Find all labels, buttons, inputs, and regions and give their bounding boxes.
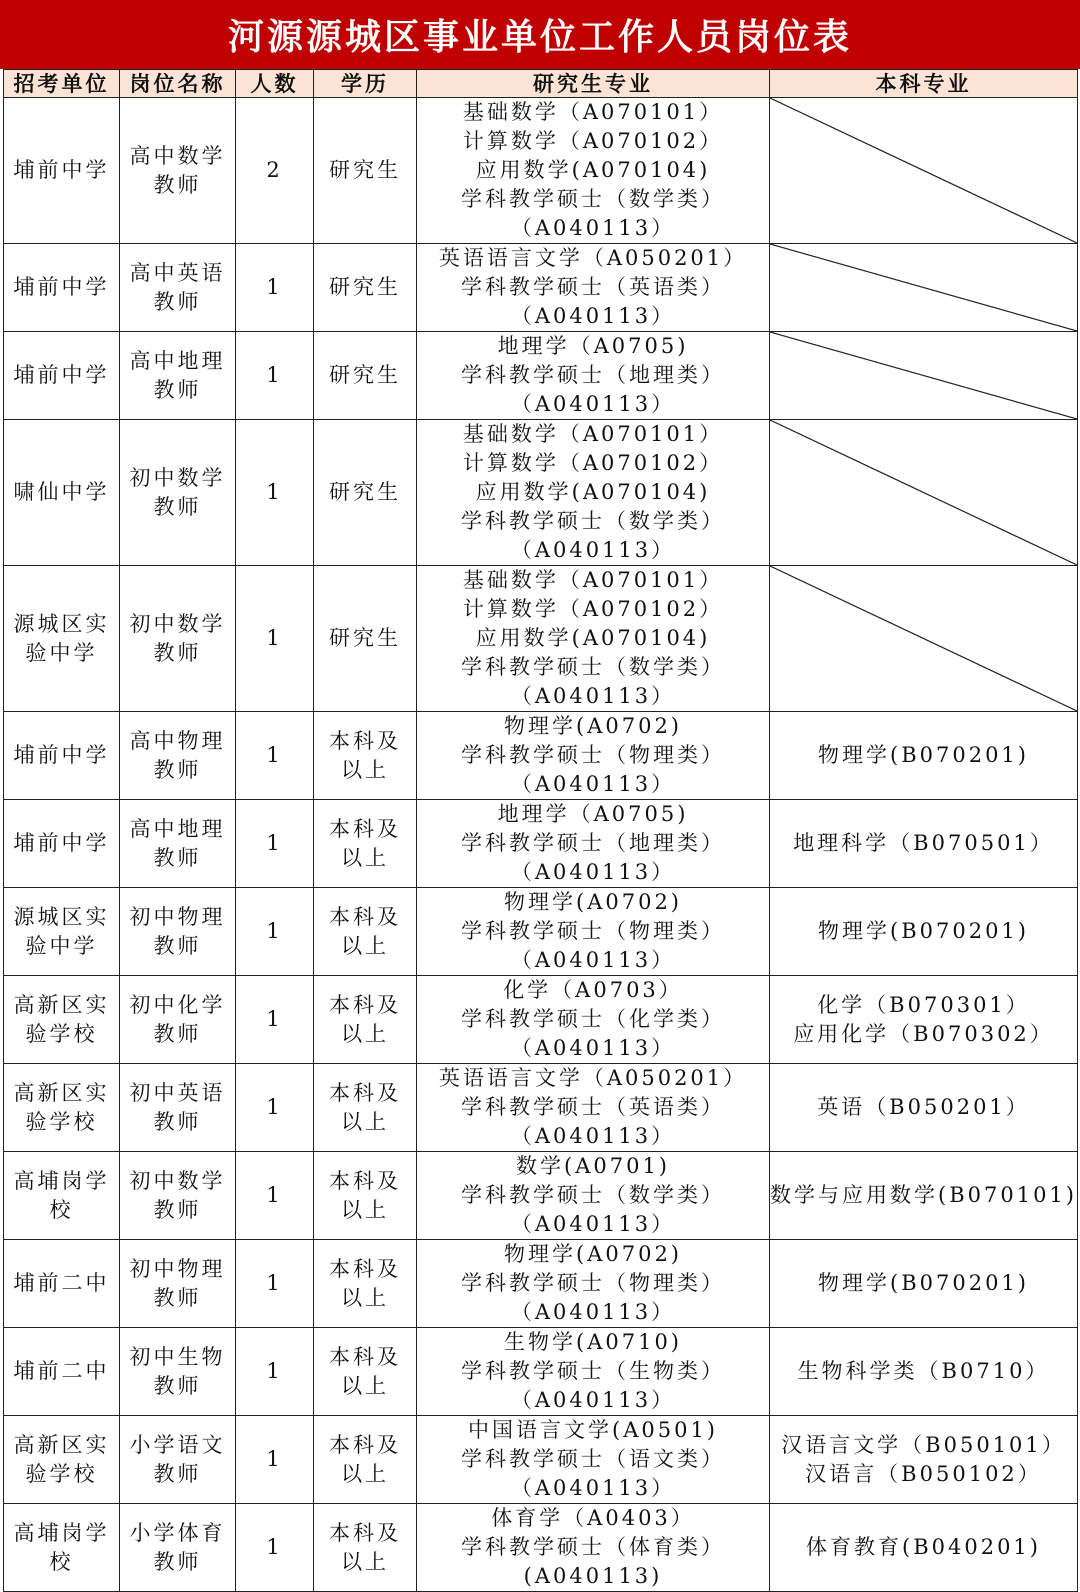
cell-education [314, 1504, 417, 1592]
cell-education-line: 本科及 [329, 816, 401, 841]
cell-unit-line: 验学校 [25, 1461, 98, 1486]
cell-unit-line: 埔前中学 [13, 743, 110, 767]
cell-grad-major-line: 学科教学硕士（英语类） [461, 275, 725, 299]
cell-education-line: 本科及 [329, 1168, 401, 1193]
cell-education-line: 本科及 [329, 1520, 401, 1545]
cell-education-line: 本科及 [329, 1080, 401, 1105]
cell-post-line: 高中地理 [129, 348, 226, 373]
cell-education-line: 以上 [341, 933, 389, 958]
cell-post [120, 976, 236, 1064]
cell-grad-major-line: 学科教学硕士（数学类） [461, 1183, 725, 1207]
cell-education-line: 研究生 [329, 363, 401, 387]
cell-undergrad-major-empty [770, 244, 1078, 332]
cell-grad-major [417, 1064, 770, 1152]
cell-undergrad-major-line: 汉语言（B050102） [805, 1461, 1042, 1486]
cell-education-line: 本科及 [329, 904, 401, 929]
cell-unit [4, 1328, 120, 1416]
cell-grad-major-line: 学科教学硕士（生物类） [461, 1359, 725, 1383]
cell-grad-major [417, 244, 770, 332]
table-row [4, 566, 1078, 712]
cell-education-line: 以上 [341, 1461, 389, 1486]
cell-grad-major-line: 学科教学硕士（地理类） [461, 363, 725, 387]
cell-count: 1 [236, 1504, 314, 1592]
cell-education-line: 以上 [341, 1109, 389, 1134]
cell-education-line: 研究生 [329, 158, 401, 182]
cell-unit-line: 验学校 [25, 1021, 98, 1046]
cell-undergrad-major-line: 物理学(B070201) [818, 743, 1029, 767]
cell-count: 1 [236, 332, 314, 420]
cell-undergrad-major-line: 化学（B070301） [817, 992, 1030, 1017]
cell-undergrad-major [770, 888, 1078, 976]
cell-undergrad-major [770, 800, 1078, 888]
table-row [4, 800, 1078, 888]
cell-grad-major-line: 学科教学硕士（物理类） [461, 1271, 725, 1295]
cell-count: 1 [236, 244, 314, 332]
cell-post [120, 332, 236, 420]
cell-count: 1 [236, 1240, 314, 1328]
cell-education [314, 712, 417, 800]
cell-count: 1 [236, 420, 314, 566]
cell-post-line: 初中数学 [129, 1168, 226, 1193]
cell-grad-major [417, 1240, 770, 1328]
cell-post-line: 高中地理 [129, 816, 226, 841]
cell-unit-line: 埔前中学 [13, 158, 110, 182]
diagonal-slash [770, 332, 1077, 419]
cell-grad-major [417, 1416, 770, 1504]
cell-grad-major-line: 英语语言文学（A050201） [438, 246, 748, 270]
cell-post [120, 1152, 236, 1240]
cell-post-line: 高中物理 [129, 728, 226, 753]
diagonal-line [770, 420, 1077, 565]
cell-education [314, 332, 417, 420]
cell-undergrad-major [770, 1240, 1078, 1328]
cell-post-line: 初中化学 [129, 992, 226, 1017]
cell-grad-major-line: 物理学(A0702) [504, 890, 682, 914]
cell-post-line: 教师 [153, 1285, 202, 1310]
cell-unit-line: 高埔岗学 [13, 1168, 110, 1193]
cell-undergrad-major [770, 712, 1078, 800]
cell-post-line: 初中物理 [129, 904, 226, 929]
diagonal-line [770, 566, 1077, 711]
cell-grad-major-line: 学科教学硕士（体育类） [461, 1535, 725, 1559]
cell-grad-major-line: （A040113） [510, 304, 676, 328]
cell-undergrad-major-line: 汉语言文学（B050101） [781, 1432, 1066, 1457]
cell-grad-major-line: 基础数学（A070101） [462, 422, 724, 446]
cell-education-line: 以上 [341, 845, 389, 870]
cell-unit-line: 校 [49, 1197, 74, 1222]
cell-grad-major [417, 712, 770, 800]
table-row [4, 332, 1078, 420]
cell-unit-line: 啸仙中学 [13, 480, 110, 504]
cell-grad-major-line: 学科教学硕士（物理类） [461, 743, 725, 767]
cell-grad-major-line: 计算数学（A070102） [462, 597, 724, 621]
cell-count: 1 [236, 712, 314, 800]
cell-education-line: 研究生 [329, 626, 401, 650]
cell-grad-major-line: 应用数学(A070104) [475, 626, 711, 650]
cell-post [120, 1240, 236, 1328]
cell-post-line: 教师 [153, 1461, 202, 1486]
table-body [4, 98, 1078, 1592]
cell-grad-major-line: 物理学(A0702) [504, 1242, 682, 1266]
cell-undergrad-major [770, 976, 1078, 1064]
cell-unit [4, 888, 120, 976]
table-row [4, 976, 1078, 1064]
cell-count: 1 [236, 1416, 314, 1504]
cell-grad-major [417, 888, 770, 976]
cell-grad-major-line: （A040113） [510, 1212, 676, 1236]
cell-post-line: 教师 [153, 1549, 202, 1574]
cell-post-line: 初中生物 [129, 1344, 226, 1369]
cell-undergrad-major [770, 1504, 1078, 1592]
cell-post [120, 1504, 236, 1592]
cell-unit [4, 332, 120, 420]
cell-post-line: 教师 [153, 1373, 202, 1398]
table-row [4, 1328, 1078, 1416]
cell-post-line: 初中数学 [129, 465, 226, 490]
cell-unit [4, 244, 120, 332]
cell-education [314, 1240, 417, 1328]
header-undergrad-major: 本科专业 [770, 70, 1078, 98]
diagonal-slash [770, 420, 1077, 565]
cell-post-line: 教师 [153, 289, 202, 314]
cell-grad-major-line: （A040113） [510, 1300, 676, 1324]
cell-unit-line: 验学校 [25, 1109, 98, 1134]
cell-education-line: 本科及 [329, 1344, 401, 1369]
header-grad-major: 研究生专业 [417, 70, 770, 98]
cell-grad-major [417, 800, 770, 888]
cell-grad-major-line: 地理学（A0705) [497, 802, 689, 826]
table-row [4, 1504, 1078, 1592]
cell-undergrad-major [770, 1328, 1078, 1416]
cell-education-line: 以上 [341, 1197, 389, 1222]
cell-post-line: 高中数学 [129, 143, 226, 168]
cell-post [120, 98, 236, 244]
cell-education-line: 本科及 [329, 992, 401, 1017]
cell-post-line: 教师 [153, 757, 202, 782]
cell-education-line: 以上 [341, 1285, 389, 1310]
cell-undergrad-major [770, 1152, 1078, 1240]
cell-unit [4, 976, 120, 1064]
diagonal-line [770, 332, 1077, 419]
cell-grad-major-line: 体育学（A0403） [491, 1506, 695, 1530]
cell-grad-major-line: （A040113） [510, 948, 676, 972]
cell-education-line: 以上 [341, 1373, 389, 1398]
cell-unit-line: 埔前二中 [13, 1271, 110, 1295]
table-row [4, 420, 1078, 566]
cell-education [314, 1064, 417, 1152]
cell-post-line: 教师 [153, 845, 202, 870]
cell-undergrad-major-line: 英语（B050201） [817, 1095, 1030, 1119]
cell-grad-major-line: 学科教学硕士（数学类） [461, 509, 725, 533]
cell-unit-line: 高新区实 [13, 1432, 110, 1457]
cell-post-line: 教师 [153, 933, 202, 958]
cell-grad-major-line: 学科教学硕士（化学类） [461, 1007, 725, 1031]
cell-count: 2 [236, 98, 314, 244]
cell-unit [4, 1064, 120, 1152]
cell-undergrad-major-empty [770, 98, 1078, 244]
cell-education [314, 1328, 417, 1416]
cell-grad-major [417, 98, 770, 244]
cell-unit-line: 源城区实 [13, 611, 110, 636]
cell-post-line: 小学体育 [129, 1520, 226, 1545]
cell-count: 1 [236, 566, 314, 712]
cell-unit [4, 1240, 120, 1328]
table-row [4, 98, 1078, 244]
cell-post-line: 教师 [153, 494, 202, 519]
cell-grad-major-line: 基础数学（A070101） [462, 100, 724, 124]
cell-post-line: 初中物理 [129, 1256, 226, 1281]
page-title: 河源源城区事业单位工作人员岗位表 [0, 0, 1080, 69]
cell-grad-major-line: 中国语言文学(A0501) [468, 1418, 718, 1442]
cell-post [120, 244, 236, 332]
cell-education [314, 420, 417, 566]
cell-education [314, 1152, 417, 1240]
cell-count: 1 [236, 1328, 314, 1416]
cell-unit-line: 埔前中学 [13, 275, 110, 299]
cell-education [314, 566, 417, 712]
cell-grad-major-line: 学科教学硕士（地理类） [461, 831, 725, 855]
cell-grad-major-line: 学科教学硕士（数学类） [461, 655, 725, 679]
cell-count: 1 [236, 976, 314, 1064]
cell-post [120, 1064, 236, 1152]
cell-grad-major-line: （A040113） [510, 392, 676, 416]
cell-undergrad-major-line: 地理科学（B070501） [793, 831, 1054, 855]
cell-undergrad-major [770, 1064, 1078, 1152]
cell-count: 1 [236, 800, 314, 888]
cell-post-line: 教师 [153, 1109, 202, 1134]
cell-education-line: 本科及 [329, 1432, 401, 1457]
diagonal-line [770, 244, 1077, 331]
cell-grad-major-line: （A040113） [510, 538, 676, 562]
cell-post-line: 教师 [153, 1021, 202, 1046]
diagonal-slash [770, 98, 1077, 243]
cell-unit-line: 埔前中学 [13, 363, 110, 387]
cell-post [120, 1328, 236, 1416]
cell-undergrad-major [770, 1416, 1078, 1504]
cell-grad-major-line: 化学（A0703） [503, 978, 683, 1002]
header-count: 人数 [236, 70, 314, 98]
cell-grad-major-line: 学科教学硕士（语文类） [461, 1447, 725, 1471]
cell-grad-major-line: 基础数学（A070101） [462, 568, 724, 592]
cell-grad-major-line: 英语语言文学（A050201） [438, 1066, 748, 1090]
diagonal-slash [770, 566, 1077, 711]
cell-grad-major-line: 应用数学(A070104) [475, 480, 711, 504]
cell-post [120, 566, 236, 712]
cell-education [314, 98, 417, 244]
cell-unit [4, 712, 120, 800]
cell-grad-major [417, 1504, 770, 1592]
cell-post-line: 初中数学 [129, 611, 226, 636]
cell-grad-major-line: （A040113） [510, 216, 676, 240]
cell-education-line: 以上 [341, 757, 389, 782]
cell-unit [4, 1152, 120, 1240]
table-row [4, 1152, 1078, 1240]
cell-post-line: 教师 [153, 1197, 202, 1222]
cell-unit-line: 高新区实 [13, 992, 110, 1017]
table-row [4, 1064, 1078, 1152]
cell-unit [4, 1504, 120, 1592]
cell-unit-line: 埔前二中 [13, 1359, 110, 1383]
cell-unit-line: 验中学 [25, 933, 98, 958]
table-header-row [4, 70, 1078, 98]
position-table [3, 69, 1078, 1592]
cell-unit [4, 98, 120, 244]
cell-post [120, 800, 236, 888]
cell-unit-line: 校 [49, 1549, 74, 1574]
cell-grad-major-line: （A040113） [510, 1036, 676, 1060]
cell-count: 1 [236, 1064, 314, 1152]
table-row [4, 244, 1078, 332]
cell-grad-major [417, 566, 770, 712]
cell-grad-major-line: 应用数学(A070104) [475, 158, 711, 182]
header-post: 岗位名称 [120, 70, 236, 98]
cell-post-line: 教师 [153, 172, 202, 197]
table-row [4, 1240, 1078, 1328]
cell-grad-major-line: 数学(A0701) [516, 1154, 670, 1178]
cell-grad-major-line: 地理学（A0705) [497, 334, 689, 358]
cell-grad-major [417, 1152, 770, 1240]
cell-education-line: 以上 [341, 1549, 389, 1574]
diagonal-slash [770, 244, 1077, 331]
cell-education-line: 本科及 [329, 728, 401, 753]
cell-grad-major-line: （A040113） [510, 1476, 676, 1500]
cell-undergrad-major-line: 数学与应用数学(B070101) [770, 1183, 1077, 1207]
cell-undergrad-major-line: 物理学(B070201) [818, 919, 1029, 943]
cell-education-line: 以上 [341, 1021, 389, 1046]
cell-undergrad-major-line: 体育教育(B040201) [806, 1535, 1041, 1559]
cell-grad-major-line: (A040113) [523, 1564, 663, 1588]
cell-post-line: 教师 [153, 640, 202, 665]
cell-grad-major-line: （A040113） [510, 1388, 676, 1412]
table-row [4, 712, 1078, 800]
cell-education [314, 800, 417, 888]
cell-post [120, 888, 236, 976]
diagonal-line [770, 98, 1077, 243]
cell-grad-major [417, 420, 770, 566]
cell-grad-major-line: （A040113） [510, 860, 676, 884]
cell-education [314, 1416, 417, 1504]
cell-grad-major [417, 332, 770, 420]
cell-education-line: 本科及 [329, 1256, 401, 1281]
cell-undergrad-major-line: 物理学(B070201) [818, 1271, 1029, 1295]
cell-education-line: 研究生 [329, 275, 401, 299]
cell-unit [4, 800, 120, 888]
cell-count: 1 [236, 888, 314, 976]
cell-education [314, 244, 417, 332]
cell-education-line: 研究生 [329, 480, 401, 504]
cell-grad-major-line: 计算数学（A070102） [462, 129, 724, 153]
cell-grad-major-line: 学科教学硕士（数学类） [461, 187, 725, 211]
cell-undergrad-major-empty [770, 566, 1078, 712]
cell-grad-major-line: 物理学(A0702) [504, 714, 682, 738]
cell-grad-major-line: 学科教学硕士（英语类） [461, 1095, 725, 1119]
cell-unit [4, 566, 120, 712]
cell-unit-line: 埔前中学 [13, 831, 110, 855]
cell-grad-major-line: 生物学(A0710) [504, 1330, 682, 1354]
cell-education [314, 888, 417, 976]
cell-undergrad-major-line: 应用化学（B070302） [793, 1021, 1054, 1046]
cell-grad-major-line: 学科教学硕士（物理类） [461, 919, 725, 943]
cell-post [120, 420, 236, 566]
table-row [4, 1416, 1078, 1504]
cell-undergrad-major-empty [770, 420, 1078, 566]
cell-grad-major-line: （A040113） [510, 1124, 676, 1148]
cell-post-line: 教师 [153, 377, 202, 402]
cell-unit-line: 高新区实 [13, 1080, 110, 1105]
cell-unit-line: 验中学 [25, 640, 98, 665]
cell-post [120, 1416, 236, 1504]
cell-grad-major [417, 1328, 770, 1416]
cell-unit-line: 高埔岗学 [13, 1520, 110, 1545]
cell-post [120, 712, 236, 800]
cell-undergrad-major-line: 生物科学类（B0710） [797, 1359, 1050, 1383]
cell-unit [4, 1416, 120, 1504]
cell-education [314, 976, 417, 1064]
header-education: 学历 [314, 70, 417, 98]
cell-unit-line: 源城区实 [13, 904, 110, 929]
cell-count: 1 [236, 1152, 314, 1240]
cell-post-line: 高中英语 [129, 260, 226, 285]
cell-undergrad-major-empty [770, 332, 1078, 420]
header-unit: 招考单位 [4, 70, 120, 98]
cell-post-line: 初中英语 [129, 1080, 226, 1105]
cell-grad-major [417, 976, 770, 1064]
cell-grad-major-line: （A040113） [510, 684, 676, 708]
cell-grad-major-line: （A040113） [510, 772, 676, 796]
cell-unit [4, 420, 120, 566]
cell-grad-major-line: 计算数学（A070102） [462, 451, 724, 475]
cell-post-line: 小学语文 [129, 1432, 226, 1457]
table-row [4, 888, 1078, 976]
